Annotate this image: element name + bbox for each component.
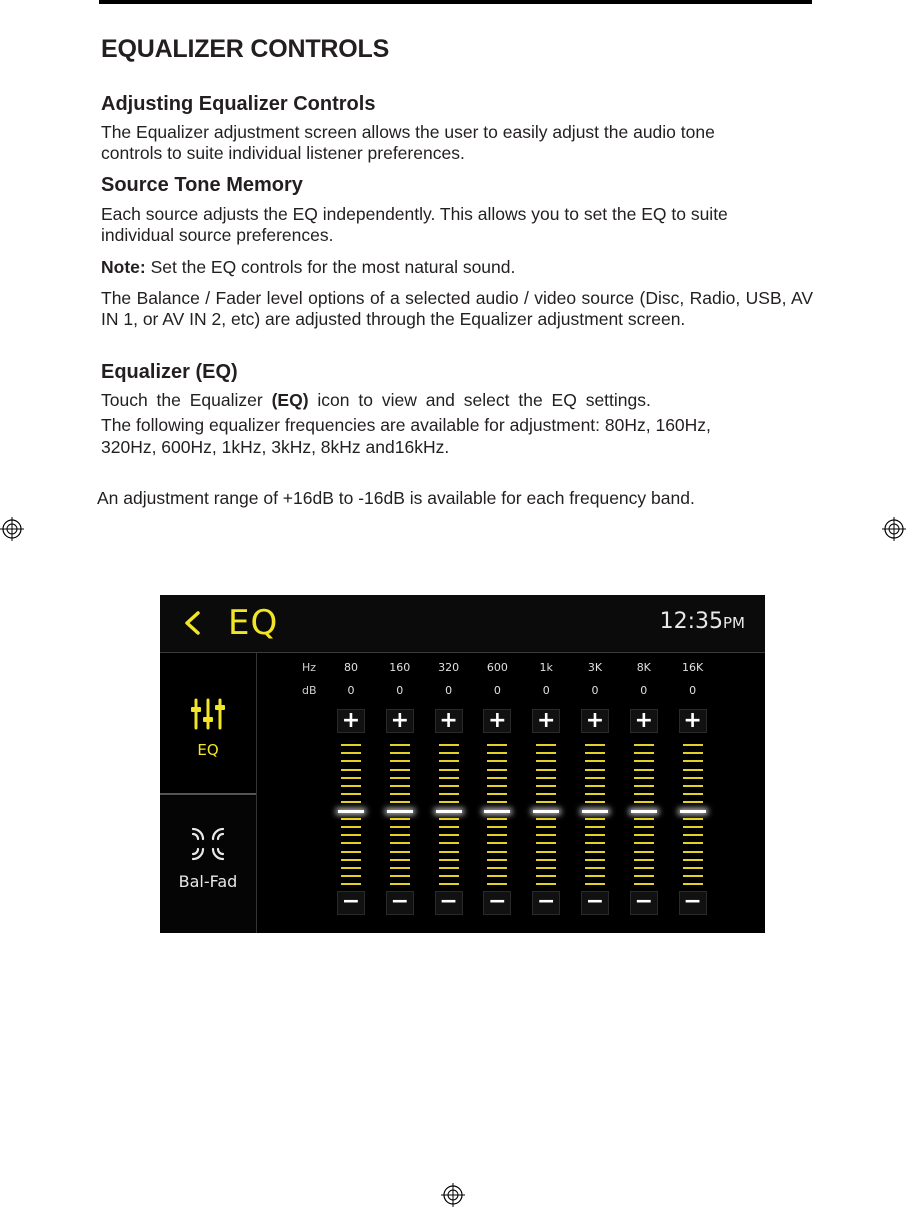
slider-tick (585, 826, 605, 828)
eq-bands (256, 653, 765, 933)
slider-tick (390, 760, 410, 762)
band-minus-button[interactable]: − (532, 891, 560, 915)
slider-tick (487, 769, 507, 771)
slider-tick (390, 777, 410, 779)
slider-tick (585, 818, 605, 820)
slider-tick (487, 744, 507, 746)
slider-tick (536, 777, 556, 779)
slider-tick (390, 842, 410, 844)
text-line: The following equalizer frequencies are available for adjustment: 80Hz, 160Hz, (101, 415, 711, 435)
slider-tick (390, 859, 410, 861)
eq-band (435, 653, 463, 933)
slider-tick (683, 752, 703, 754)
slider-tick (634, 867, 654, 869)
slider-tick (536, 785, 556, 787)
slider-tick (439, 834, 459, 836)
eq-band (581, 653, 609, 933)
slider-tick (341, 760, 361, 762)
slider-tick (439, 859, 459, 861)
slider-tick (439, 801, 459, 803)
slider-tick (439, 867, 459, 869)
band-level-indicator[interactable] (436, 810, 462, 813)
band-level-indicator[interactable] (631, 810, 657, 813)
touch-paragraph (101, 390, 813, 411)
slider-tick (439, 760, 459, 762)
text-line: individual source preferences. (101, 225, 334, 245)
slider-tick (390, 752, 410, 754)
band-frequency: 320 (438, 661, 460, 674)
band-plus-button[interactable]: + (435, 709, 463, 733)
slider-tick (390, 769, 410, 771)
slider-tick (439, 818, 459, 820)
slider-tick (439, 752, 459, 754)
slider-tick (683, 760, 703, 762)
clock-ampm: PM (723, 614, 745, 632)
clock-time: 12:35 (659, 609, 723, 634)
text-line: Each source adjusts the EQ independently. This allows you to set the EQ to suite (101, 204, 728, 224)
slider-tick (536, 760, 556, 762)
slider-tick (536, 842, 556, 844)
slider-tick (390, 883, 410, 885)
slider-tick (341, 818, 361, 820)
balance-paragraph: The Balance / Fader level options of a selected audio / video source (Disc, Radio, USB, AV IN 1, or AV IN 2, etc) are adjusted through the Equalizer adjustment screen. (101, 288, 813, 329)
band-frequency: 3K (587, 661, 603, 674)
slider-tick (487, 834, 507, 836)
slider-tick (439, 851, 459, 853)
slider-tick (341, 851, 361, 853)
text-line: controls to suite individual listener preferences. (101, 143, 465, 163)
slider-tick (536, 818, 556, 820)
slider-tick (536, 834, 556, 836)
slider-tick (439, 785, 459, 787)
band-minus-button[interactable]: − (483, 891, 511, 915)
slider-tick (683, 834, 703, 836)
slider-tick (341, 883, 361, 885)
slider-tick (585, 785, 605, 787)
slider-tick (341, 769, 361, 771)
slider-tick (439, 875, 459, 877)
section-heading-eq: Equalizer (EQ) (101, 361, 238, 383)
band-plus-button[interactable]: + (337, 709, 365, 733)
slider-tick (390, 875, 410, 877)
slider-tick (487, 818, 507, 820)
slider-tick (585, 842, 605, 844)
note-text: Set the EQ controls for the most natural sound. (150, 257, 516, 277)
slider-tick (634, 785, 654, 787)
band-plus-button[interactable]: + (386, 709, 414, 733)
slider-tick (390, 818, 410, 820)
slider-tick (634, 851, 654, 853)
slider-tick (585, 769, 605, 771)
band-db-value: 0 (640, 684, 648, 697)
clock (660, 609, 745, 634)
text-line: 320Hz, 600Hz, 1kHz, 3kHz, 8kHz and16kHz. (101, 437, 450, 457)
band-plus-button[interactable]: + (581, 709, 609, 733)
slider-tick (585, 777, 605, 779)
slider-tick (487, 883, 507, 885)
slider-tick (487, 777, 507, 779)
slider-tick (487, 859, 507, 861)
slider-tick (390, 793, 410, 795)
slider-tick (634, 859, 654, 861)
slider-tick (585, 752, 605, 754)
slider-tick (341, 859, 361, 861)
slider-tick (536, 859, 556, 861)
slider-tick (634, 875, 654, 877)
slider-tick (487, 826, 507, 828)
band-level-indicator[interactable] (533, 810, 559, 813)
slider-tick (683, 744, 703, 746)
sidebar-label-eq: EQ (197, 741, 219, 759)
slider-tick (341, 842, 361, 844)
eq-label: (EQ) (271, 390, 309, 410)
slider-tick (487, 851, 507, 853)
slider-tick (341, 834, 361, 836)
band-level-indicator[interactable] (338, 810, 364, 813)
band-level-indicator[interactable] (387, 810, 413, 813)
slider-tick (487, 793, 507, 795)
slider-tick (634, 752, 654, 754)
db-label: dB (302, 684, 317, 697)
slider-tick (634, 801, 654, 803)
slider-tick (536, 793, 556, 795)
slider-tick (390, 851, 410, 853)
slider-tick (390, 826, 410, 828)
band-frequency: 16K (681, 661, 704, 674)
band-plus-button[interactable]: + (679, 709, 707, 733)
band-db-value: 0 (493, 684, 501, 697)
slider-tick (585, 883, 605, 885)
slider-tick (439, 793, 459, 795)
eq-band (483, 653, 511, 933)
band-db-value: 0 (689, 684, 697, 697)
slider-tick (683, 793, 703, 795)
band-frequency: 160 (389, 661, 411, 674)
slider-tick (341, 793, 361, 795)
hz-label: Hz (302, 661, 317, 674)
sidebar-item-bal-fad[interactable] (160, 796, 256, 933)
slider-tick (585, 859, 605, 861)
slider-tick (683, 842, 703, 844)
sidebar-item-eq[interactable] (160, 653, 256, 795)
slider-tick (439, 777, 459, 779)
slider-tick (439, 769, 459, 771)
slider-tick (634, 744, 654, 746)
slider-tick (536, 867, 556, 869)
slider-tick (536, 875, 556, 877)
slider-tick (683, 875, 703, 877)
slider-tick (634, 842, 654, 844)
paragraph-source-tone (101, 204, 813, 246)
band-db-value: 0 (396, 684, 404, 697)
slider-tick (439, 883, 459, 885)
band-db-value: 0 (542, 684, 550, 697)
slider-tick (683, 777, 703, 779)
slider-tick (390, 867, 410, 869)
slider-tick (585, 801, 605, 803)
screen-title: EQ (228, 603, 279, 643)
slider-tick (390, 785, 410, 787)
slider-tick (634, 760, 654, 762)
band-frequency: 8K (636, 661, 651, 674)
band-minus-button[interactable]: − (337, 891, 365, 915)
slider-tick (341, 744, 361, 746)
slider-tick (439, 826, 459, 828)
slider-tick (536, 826, 556, 828)
band-frequency: 600 (486, 661, 508, 674)
slider-tick (634, 777, 654, 779)
band-minus-button[interactable]: − (630, 891, 658, 915)
slider-tick (536, 883, 556, 885)
eq-band (532, 653, 560, 933)
note-paragraph (101, 257, 813, 278)
slider-tick (634, 769, 654, 771)
note-label: Note: (101, 257, 146, 277)
band-level-indicator[interactable] (484, 810, 510, 813)
range-paragraph: An adjustment range of +16dB to -16dB is available for each frequency band. (97, 488, 695, 508)
registration-mark-icon (0, 517, 24, 541)
slider-tick (487, 875, 507, 877)
slider-tick (390, 834, 410, 836)
text-line: The Equalizer adjustment screen allows the user to easily adjust the audio tone (101, 122, 715, 142)
band-level-indicator[interactable] (582, 810, 608, 813)
slider-tick (487, 801, 507, 803)
band-db-value: 0 (445, 684, 453, 697)
slider-tick (341, 777, 361, 779)
sidebar (160, 653, 257, 933)
slider-tick (487, 842, 507, 844)
band-minus-button[interactable]: − (679, 891, 707, 915)
registration-mark-icon (882, 517, 906, 541)
slider-tick (634, 826, 654, 828)
slider-tick (634, 883, 654, 885)
slider-tick (585, 793, 605, 795)
band-minus-button[interactable]: − (435, 891, 463, 915)
eq-band (679, 653, 707, 933)
slider-tick (341, 875, 361, 877)
slider-tick (536, 744, 556, 746)
speakers-icon (190, 826, 226, 862)
eq-band (386, 653, 414, 933)
eq-band (337, 653, 365, 933)
band-level-indicator[interactable] (680, 810, 706, 813)
slider-tick (341, 826, 361, 828)
slider-tick (683, 769, 703, 771)
band-db-value: 0 (591, 684, 599, 697)
slider-tick (536, 801, 556, 803)
band-frequency: 1k (539, 661, 553, 674)
slider-tick (585, 867, 605, 869)
top-rule (99, 0, 812, 4)
band-plus-button[interactable]: + (630, 709, 658, 733)
slider-tick (536, 851, 556, 853)
band-frequency: 80 (344, 661, 358, 674)
slider-tick (439, 842, 459, 844)
slider-tick (585, 851, 605, 853)
slider-tick (683, 859, 703, 861)
slider-tick (683, 785, 703, 787)
slider-tick (683, 851, 703, 853)
paragraph-adjusting (101, 122, 813, 164)
slider-tick (634, 818, 654, 820)
section-heading-source-tone: Source Tone Memory (101, 174, 303, 196)
slider-tick (536, 752, 556, 754)
slider-tick (439, 744, 459, 746)
slider-tick (487, 785, 507, 787)
eq-band (630, 653, 658, 933)
slider-tick (536, 769, 556, 771)
section-heading-adjusting: Adjusting Equalizer Controls (101, 93, 376, 115)
frequency-paragraph (101, 414, 813, 458)
slider-tick (585, 834, 605, 836)
slider-tick (683, 883, 703, 885)
slider-tick (683, 826, 703, 828)
touch-text-end: icon to view and select the EQ settings. (317, 390, 651, 410)
slider-tick (487, 867, 507, 869)
band-plus-button[interactable]: + (483, 709, 511, 733)
band-plus-button[interactable]: + (532, 709, 560, 733)
slider-tick (341, 785, 361, 787)
slider-tick (341, 801, 361, 803)
slider-tick (390, 801, 410, 803)
band-minus-button[interactable]: − (581, 891, 609, 915)
slider-tick (585, 744, 605, 746)
slider-tick (634, 834, 654, 836)
eq-screen (160, 595, 765, 933)
slider-tick (390, 744, 410, 746)
sliders-icon (190, 697, 226, 731)
registration-mark-icon (441, 1183, 465, 1207)
slider-tick (683, 818, 703, 820)
screen-header (160, 595, 765, 653)
slider-tick (683, 801, 703, 803)
touch-text: Touch the Equalizer (101, 390, 263, 410)
band-minus-button[interactable]: − (386, 891, 414, 915)
slider-tick (634, 793, 654, 795)
slider-tick (585, 875, 605, 877)
slider-tick (341, 867, 361, 869)
slider-tick (585, 760, 605, 762)
slider-tick (341, 752, 361, 754)
page-title: EQUALIZER CONTROLS (101, 35, 390, 63)
band-db-value: 0 (347, 684, 355, 697)
slider-tick (683, 867, 703, 869)
back-arrow-icon[interactable] (180, 608, 206, 638)
slider-tick (487, 752, 507, 754)
slider-tick (487, 760, 507, 762)
sidebar-label-bal-fad: Bal-Fad (178, 872, 238, 891)
